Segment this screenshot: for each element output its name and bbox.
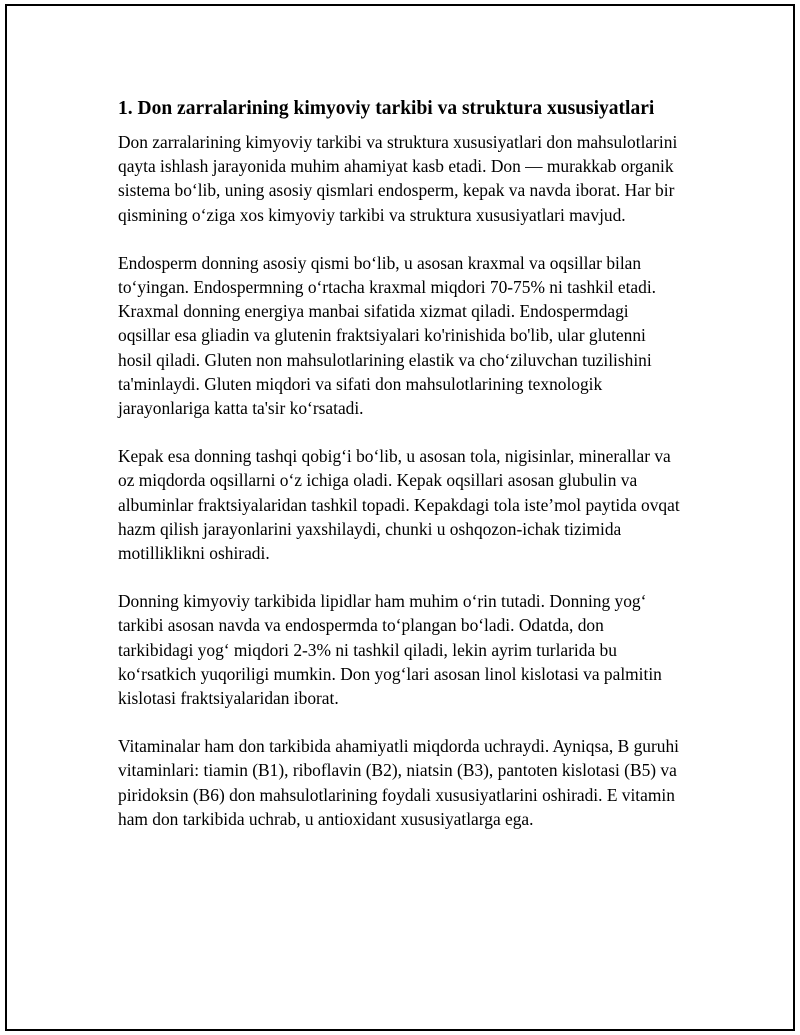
paragraph-bran: Kepak esa donning tashqi qobig‘i bo‘lib, u asosan tola, nigisinlar, minerallar va oz miqdorda oqsillarni o‘z ichiga oladi. Kepak oqsillari asosan glubulin va albuminlar fraktsiyalaridan tashkil topadi. Kepakdagi tola iste’mol paytida ovqat hazm qilish jarayonlarini yaxshilaydi, chunki u oshqozon-ichak tizimida motilliklikni oshiradi. [118,446,680,564]
paragraph-endosperm: Endosperm donning asosiy qismi bo‘lib, u asosan kraxmal va oqsillar bilan to‘yingan. Endospermning o‘rtacha kraxmal miqdori 70-75% ni tashkil etadi. Kraxmal donning energiya manbai sifatida xizmat qiladi. Endospermdagi oqsillar esa gliadin va glutenin fraktsiyalari ko'rinishida bo'lib, ular glutenni hosil qiladi. Gluten non mahsulotlarining elastik va cho‘ziluvchan tuzilishini ta'minlaydi. Gluten miqdori va sifati don mahsulotlarining texnologik jarayonlariga katta ta'sir ko‘rsatadi. [118,252,657,419]
paragraph-intro: Don zarralarining kimyoviy tarkibi va struktura xususiyatlari don mahsulotlarini qayta ishlash jarayonida muhim ahamiyat kasb etadi. Don — murakkab organik sistema bo‘lib, uning asosiy qismlari endosperm, kepak va navda iborat. Har bir qismining o‘ziga xos kimyoviy tarkibi va struktura xususiyatlari mavjud. [118,132,678,225]
paragraph-vitamins: Vitaminalar ham don tarkibida ahamiyatli miqdorda uchraydi. Ayniqsa, B guruhi vitaminlari: tiamin (B1), riboflavin (B2), niatsin (B3), pantoten kislotasi (B5) va piridoksin (B6) don mahsulotlarining foydali xususiyatlarini oshiradi. E vitamin ham don tarkibida uchrab, u antioxidant xususiyatlarga ega. [118,736,679,829]
paragraph-lipids: Donning kimyoviy tarkibida lipidlar ham muhim o‘rin tutadi. Donning yog‘ tarkibi asosan navda va endospermda to‘plangan bo‘ladi. Odatda, don tarkibidagi yog‘ miqdori 2-3% ni tashkil qiladi, lekin ayrim turlarida bu ko‘rsatkich yuqoriligi mumkin. Don yog‘lari asosan linol kislotasi va palmitin kislotasi fraktsiyalaridan iborat. [118,591,662,709]
section-heading: 1. Don zarralarining kimyoviy tarkibi va struktura xususiyatlari [118,98,655,119]
document-body [118,95,683,855]
